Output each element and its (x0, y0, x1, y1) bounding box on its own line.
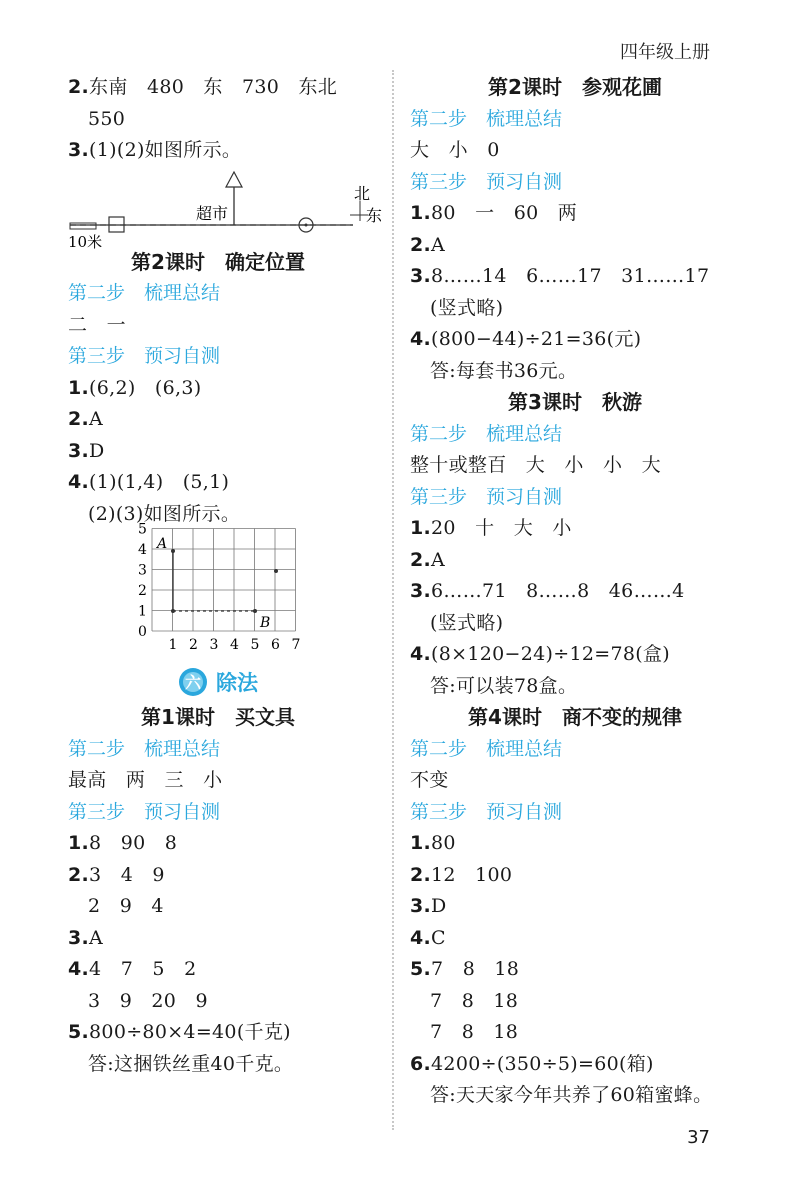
answer-line: 7 8 18 (430, 989, 519, 1012)
grade-label: 四年级上册 (620, 42, 710, 63)
step-label: 第二步 梳理总结 (410, 422, 563, 445)
y-tick-label: 4 (138, 542, 147, 558)
answer-line: 2.3 4 9 (68, 863, 165, 886)
answer-line: 1.(6,2) (6,3) (68, 376, 202, 399)
x-tick-label: 6 (271, 637, 280, 653)
page-number: 37 (687, 1127, 710, 1148)
market-arrow-icon (226, 172, 242, 187)
x-tick-label: 4 (230, 637, 239, 653)
answer-line: 二 一 (68, 313, 126, 336)
svg-text:六: 六 (184, 673, 202, 692)
answer-line: 3 9 20 9 (88, 989, 208, 1012)
answer-line: 1.80 一 60 两 (410, 202, 578, 224)
answer-line: 4.C (410, 926, 446, 949)
answer-line: 4.4 7 5 2 (68, 958, 197, 980)
answer-line: 3.6……71 8……8 46……4 (410, 580, 685, 602)
step-label: 第三步 预习自测 (68, 800, 221, 823)
route-diagram (68, 167, 388, 251)
y-tick-label: 1 (138, 603, 147, 620)
answer-line: 3.D (68, 439, 105, 462)
answer-line: 答:天天家今年共养了60箱蜜蜂。 (430, 1084, 713, 1106)
x-tick-label: 7 (291, 637, 301, 653)
point-b (253, 609, 257, 613)
market-label: 超市 (196, 203, 229, 223)
answer-line: 大 小 0 (410, 139, 500, 161)
right-column (410, 72, 740, 1112)
step-label: 第二步 梳理总结 (68, 737, 221, 760)
answer-line: 2 9 4 (88, 895, 164, 917)
answer-line: 答:每套书36元。 (430, 359, 578, 382)
answer-line: 7 8 18 (430, 1021, 519, 1043)
east-label: 东 (366, 205, 383, 225)
answer-line: 不变 (410, 769, 449, 791)
step-label: 第三步 预习自测 (410, 800, 563, 823)
scale-label: 10米 (68, 232, 103, 251)
answer-line: 3.A (68, 926, 104, 949)
x-tick-label: 5 (250, 637, 260, 653)
lesson-title: 第2课时 确定位置 (131, 249, 305, 274)
grid-y-ticks (138, 522, 147, 641)
point-a (171, 549, 175, 553)
step-label: 第二步 梳理总结 (410, 737, 563, 760)
answer-line: (竖式略) (430, 611, 504, 634)
answer-line: 1.8 90 8 (68, 832, 178, 854)
y-tick-label: 3 (138, 562, 147, 579)
answer-line: 1.20 十 大 小 (410, 517, 572, 539)
answer-line: 3.D (410, 895, 447, 917)
answer-line: 答:可以装78盒。 (430, 674, 578, 697)
left-column (68, 72, 383, 1080)
lesson-title: 第1课时 买文具 (141, 705, 295, 729)
y-tick-label: 2 (138, 583, 147, 599)
x-tick-label: 1 (168, 637, 178, 653)
answer-line: 6.4200÷(350÷5)=60(箱) (410, 1052, 654, 1075)
answer-line: 2.A (68, 408, 104, 430)
answer-line: 最高 两 三 小 (68, 769, 223, 791)
answer-line: 2.A (410, 233, 446, 256)
answer-line: 4.(8×120−24)÷12=78(盒) (410, 643, 670, 665)
answer-line: 5.7 8 18 (410, 958, 520, 980)
answer-line: (竖式略) (430, 296, 504, 319)
answer-line: 2.A (410, 548, 446, 571)
unit-title: 除法 (216, 671, 258, 695)
scale-bar (70, 223, 96, 229)
answer-line: 2.12 100 (410, 863, 513, 886)
grid-diagram (128, 521, 428, 662)
answer-line: 整十或整百 大 小 小 大 (410, 454, 661, 476)
step-label: 第二步 梳理总结 (410, 107, 563, 130)
x-tick-label: 3 (209, 637, 219, 653)
answer-line: 3.8……14 6……17 31……17 (410, 265, 710, 287)
answer-line: 5.800÷80×4=40(千克) (68, 1021, 291, 1043)
step-label: 第三步 预习自测 (410, 170, 563, 193)
flower-badge-icon (178, 667, 208, 697)
step-label: 第二步 梳理总结 (68, 282, 221, 304)
lesson-title: 第3课时 秋游 (508, 390, 642, 414)
point-mid (171, 609, 175, 613)
lesson-title: 第4课时 商不变的规律 (468, 705, 682, 729)
grid-x-ticks (169, 637, 301, 653)
step-label: 第三步 预习自测 (410, 485, 563, 508)
x-tick-label: 2 (189, 637, 198, 653)
lesson-title: 第2课时 参观花圃 (488, 75, 662, 99)
label-b: B (260, 615, 271, 631)
answer-line: 2.东南 480 东 730 东北 (68, 76, 338, 98)
answer-line: 4.(800−44)÷21=36(元) (410, 328, 642, 350)
answer-line: 3.(1)(2)如图所示。 (68, 139, 242, 161)
answer-line: 4.(1)(1,4) (5,1) (68, 471, 230, 493)
unit-banner (68, 664, 368, 700)
answer-line: 550 (88, 107, 126, 130)
step-label: 第三步 预习自测 (68, 345, 221, 367)
answer-line: 答:这捆铁丝重40千克。 (88, 1052, 294, 1075)
label-a: A (157, 536, 168, 552)
point-c (274, 569, 278, 573)
y-tick-label: 5 (138, 521, 147, 538)
y-tick-label: 0 (138, 624, 147, 640)
answer-line: (2)(3)如图所示。 (88, 502, 241, 525)
north-label: 北 (354, 183, 371, 203)
answer-line: 1.80 (410, 832, 456, 854)
